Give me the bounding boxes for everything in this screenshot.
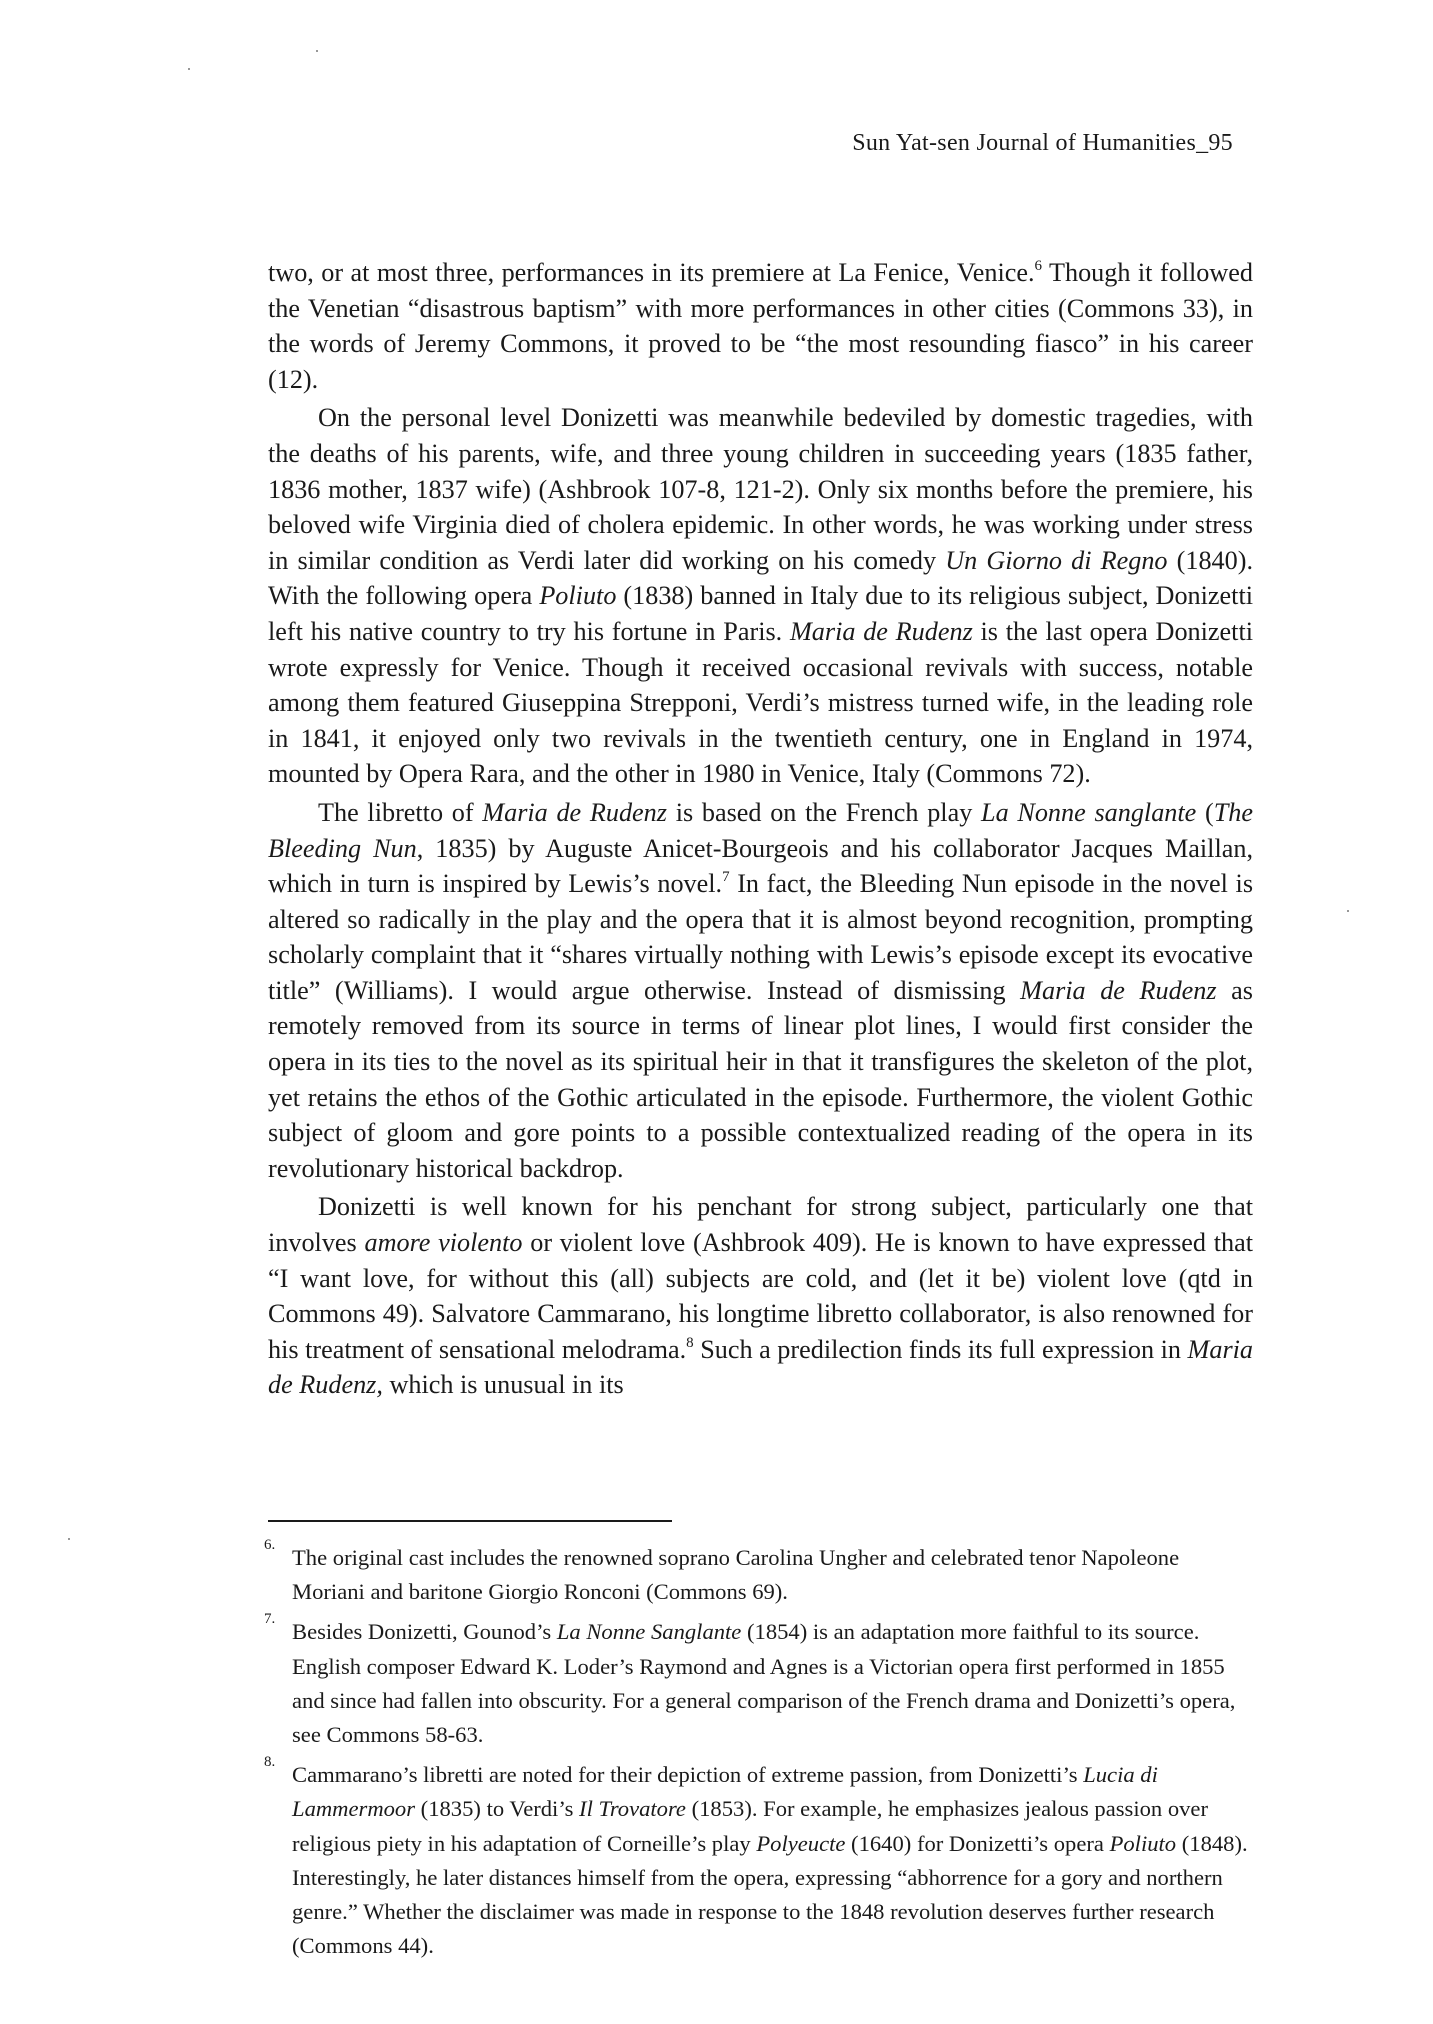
footnote-number: 8. [264, 1754, 276, 1771]
text-run: is the last opera Donizetti wrote expressly for Venice. Though it received occasional revivals with success, notable among them featured Giuseppina Strepponi, Verdi’s mistress turned wife, in the leading role in 1841, it enjoyed only two revivals in the twentieth century, one in England in 1974, mounted by Opera Rara, and the other in 1980 in Venice, Italy (Commons 72). [268, 616, 1253, 789]
text-run: (1853). For example, he emphasizes jealous passion over religious piety in his adaptation of Corneille’s play [292, 1796, 1208, 1856]
footnote-marker: 7 [722, 869, 730, 886]
text-run: (1835) to Verdi’s [415, 1796, 580, 1822]
footnote-rule [268, 1520, 672, 1522]
text-run: In fact, the Bleeding Nun episode in the novel is altered so radically in the play and the opera that it is almost beyond recognition, prompting scholarly complaint that it “shares virtually nothing with Lewis’s episode except its evocative title” (Williams). I would argue otherwise. Instead of dismissing [268, 869, 1254, 1005]
text-run: is based on the French play [666, 797, 981, 827]
scan-speck [1347, 910, 1349, 912]
text-run: (1840). With the following opera [268, 545, 1253, 611]
text-run: (1640) for Donizetti’s opera [845, 1830, 1110, 1856]
footnote-text [292, 1762, 1248, 1958]
text-run: The original cast includes the renowned soprano Carolina Ungher and celebrated tenor Napoleone Moriani and baritone Giorgio Ronconi (Commons 69). [292, 1545, 1180, 1605]
footnote-text [292, 1545, 1179, 1604]
text-run: , 1835) by Auguste Anicet-Bourgeois and his collaborator Jacques Maillan, which in turn is inspired by Lewis’s novel. [268, 833, 1253, 899]
italic-text: Poliuto [1109, 1830, 1177, 1856]
footnote-7 [262, 1611, 1252, 1752]
italic-text: Il Trovatore [579, 1796, 686, 1822]
footnote-8 [262, 1754, 1252, 1963]
text-run: ( [1196, 797, 1214, 827]
paragraph-1 [268, 255, 1253, 397]
scan-speck [188, 68, 190, 70]
text-run: (1838) banned in Italy due to its religious subject, Donizetti left his native country to try his fortune in Paris. [268, 581, 1253, 646]
text-run: which is unusual in its [382, 1370, 624, 1400]
paragraph-4 [268, 1189, 1253, 1403]
italic-text: Poliuto [539, 581, 617, 611]
running-head: Sun Yat-sen Journal of Humanities_95 [852, 130, 1233, 156]
footnote-text [292, 1619, 1235, 1747]
text-run: Donizetti is well known for his penchant for strong subject, particularly one that involves [268, 1192, 1253, 1258]
text-run: as remotely removed from its source in terms of linear plot lines, I would first consider the opera in its ties to the novel as its spiritual heir in that it transfigures the skeleton of the plot, yet retains the ethos of the Gothic articulated in the episode. Furthermore, the violent Gothic subject of gloom and gore points to a possible contextualized reading of the opera in its revolutionary historical backdrop. [268, 975, 1253, 1183]
paragraph-3 [268, 795, 1253, 1187]
footnote-marker: 8 [686, 1334, 694, 1351]
text-run: Besides Donizetti, Gounod’s [292, 1619, 557, 1645]
text-run: (1848). Interestingly, he later distances himself from the opera, expressing “abhorrence for a gory and northern genre.” Whether the disclaimer was made in response to the 1848 revolution deserves further research (Commons 44). [292, 1830, 1248, 1959]
text-run: two, or at most three, performances in its premiere at La Fenice, Venice. [268, 258, 1035, 287]
italic-text: Lucia di Lammermoor [292, 1762, 1158, 1822]
footnote-6 [262, 1537, 1252, 1609]
text-run: (1854) is an adaptation more faithful to its source. English composer Edward K. Loder’s Raymond and Agnes is a Victorian opera first performed in 1855 and since had fallen into obscurity. For a general comparison of the French drama and Donizetti’s opera, see Commons 58-63. [292, 1619, 1236, 1748]
scan-speck [68, 1538, 70, 1540]
text-run: On the personal level Donizetti was meanwhile bedeviled by domestic tragedies, with the deaths of his parents, wife, and three young children in succeeding years (1835 father, 1836 mother, 1837 wife) (Ashbrook 107-8, 121-2). Only six months before the premiere, his beloved wife Virginia died of cholera epidemic. In other words, he was working under stress in similar condition as Verdi later did working on his comedy [268, 403, 1253, 575]
italic-text: Maria de Rudenz [1020, 975, 1217, 1005]
scan-speck [316, 50, 318, 52]
italic-text: Maria de Rudenz, [268, 1334, 1253, 1400]
paragraph-2 [268, 400, 1253, 792]
italic-text: Maria de Rudenz [482, 797, 667, 827]
italic-text: La Nonne sanglante [981, 797, 1197, 827]
footnote-marker: 6 [1034, 258, 1043, 274]
text-run: The libretto of [318, 797, 483, 827]
footnote-number: 6. [264, 1537, 276, 1553]
footnote-number: 7. [264, 1611, 276, 1628]
text-run: Such a predilection finds its full expression in [693, 1334, 1188, 1364]
italic-text: Un Giorno di Regno [945, 545, 1168, 575]
italic-text: La Nonne Sanglante [556, 1619, 742, 1645]
italic-text: Polyeucte [756, 1830, 846, 1856]
body-text [268, 255, 1253, 1403]
italic-text: The Bleeding Nun [268, 797, 1253, 863]
footnotes [262, 1537, 1252, 1969]
text-run: Though it followed the Venetian “disastrous baptism” with more performances in other cities (Commons 33), in the words of Jeremy Commons, it proved to be “the most resounding fiasco” in his career (12). [268, 258, 1253, 394]
italic-text: Maria de Rudenz [789, 616, 973, 646]
text-run: or violent love (Ashbrook 409). He is known to have expressed that “I want love, for without this (all) subjects are cold, and (let it be) violent love (qtd in Commons 49). Salvatore Cammarano, his longtime libretto collaborator, is also renowned for his treatment of sensational melodrama. [268, 1228, 1254, 1364]
text-run: Cammarano’s libretti are noted for their depiction of extreme passion, from Donizetti’s [292, 1762, 1084, 1788]
italic-text: amore violento [364, 1228, 523, 1258]
